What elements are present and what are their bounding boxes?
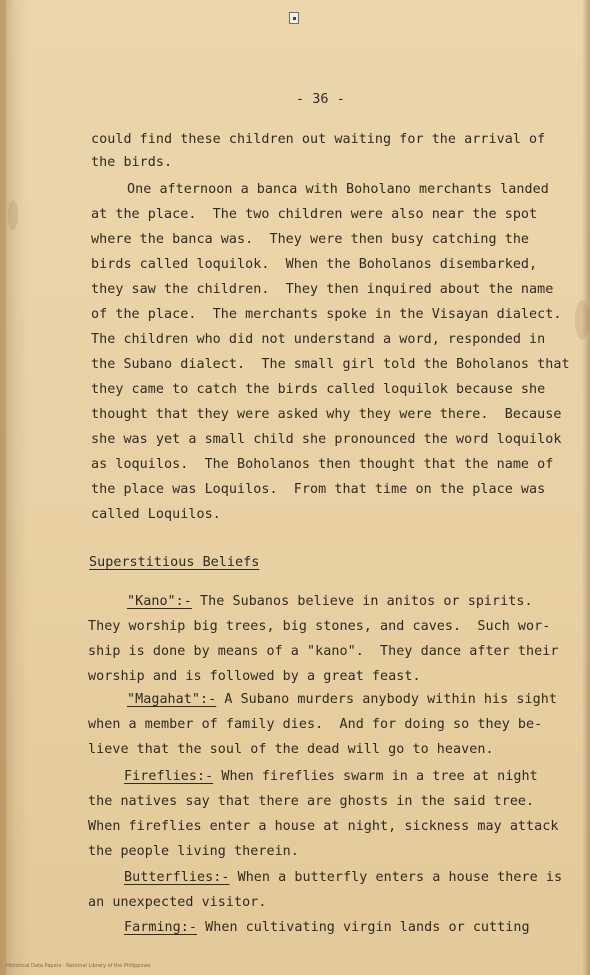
body-line: worship and is followed by a great feast. (88, 669, 421, 684)
body-line: at the place. The two children were also near the spot (91, 207, 538, 222)
body-line: When fireflies enter a house at night, sickness may attack (88, 819, 559, 834)
paper-stain (8, 200, 18, 230)
belief-entry-kano (127, 594, 533, 609)
section-heading: Superstitious Beliefs (89, 555, 260, 570)
body-line: where the banca was. They were then busy catching the (91, 232, 530, 247)
belief-entry-fireflies (124, 769, 538, 784)
body-line: lieve that the soul of the dead will go to heaven. (88, 742, 494, 757)
body-line: The children who did not understand a word, responded in (91, 332, 546, 347)
belief-text: When cultivating virgin lands or cutting (197, 920, 530, 935)
archive-footer: Historical Data Papers · National Library of the Philippines (6, 963, 151, 969)
body-line: she was yet a small child she pronounced the word loquilok (91, 432, 562, 447)
belief-term: Farming:- (124, 920, 198, 935)
body-line: an unexpected visitor. (88, 895, 267, 910)
body-line: could find these children out waiting for the arrival of (91, 132, 546, 147)
body-line: the place was Loquilos. From that time on the place was (91, 482, 546, 497)
body-line: of the place. The merchants spoke in the Visayan dialect. (91, 307, 562, 322)
body-line: the people living therein. (88, 844, 299, 859)
belief-text: When fireflies swarm in a tree at night (213, 769, 538, 784)
belief-term: Fireflies:- (124, 769, 214, 784)
belief-term: "Kano":- (127, 594, 192, 609)
body-line: thought that they were asked why they were there. Because (91, 407, 562, 422)
body-line: the natives say that there are ghosts in the said tree. (88, 794, 535, 809)
belief-entry-magahat (127, 692, 557, 707)
belief-text: When a butterfly enters a house there is (229, 870, 563, 885)
belief-entry-farming (124, 920, 530, 935)
body-line: called Loquilos. (91, 507, 221, 522)
page-right-edge (582, 0, 590, 975)
body-line: as loquilos. The Boholanos then thought that the name of (91, 457, 554, 472)
belief-text: The Subanos believe in anitos or spirits. (191, 594, 533, 609)
body-line: they saw the children. They then inquired about the name (91, 282, 554, 297)
page-binding-edge (0, 0, 6, 975)
body-line: They worship big trees, big stones, and caves. Such wor- (88, 619, 551, 634)
belief-term: "Magahat":- (127, 692, 217, 707)
body-line: the birds. (91, 155, 173, 170)
belief-term: Butterflies:- (124, 870, 230, 885)
belief-text: A Subano murders anybody within his sight (216, 692, 557, 707)
paper-stain (575, 300, 589, 340)
page-number: - 36 - (296, 91, 345, 107)
archive-marker-icon (289, 12, 299, 24)
body-line: One afternoon a banca with Boholano merchants landed (127, 182, 549, 197)
body-line: the Subano dialect. The small girl told the Boholanos that (91, 357, 570, 372)
body-line: birds called loquilok. When the Boholanos disembarked, (91, 257, 538, 272)
body-line: when a member of family dies. And for doing so they be- (88, 717, 543, 732)
belief-entry-butterflies (124, 870, 562, 885)
body-line: they came to catch the birds called loquilok because she (91, 382, 546, 397)
body-line: ship is done by means of a "kano". They dance after their (88, 644, 559, 659)
